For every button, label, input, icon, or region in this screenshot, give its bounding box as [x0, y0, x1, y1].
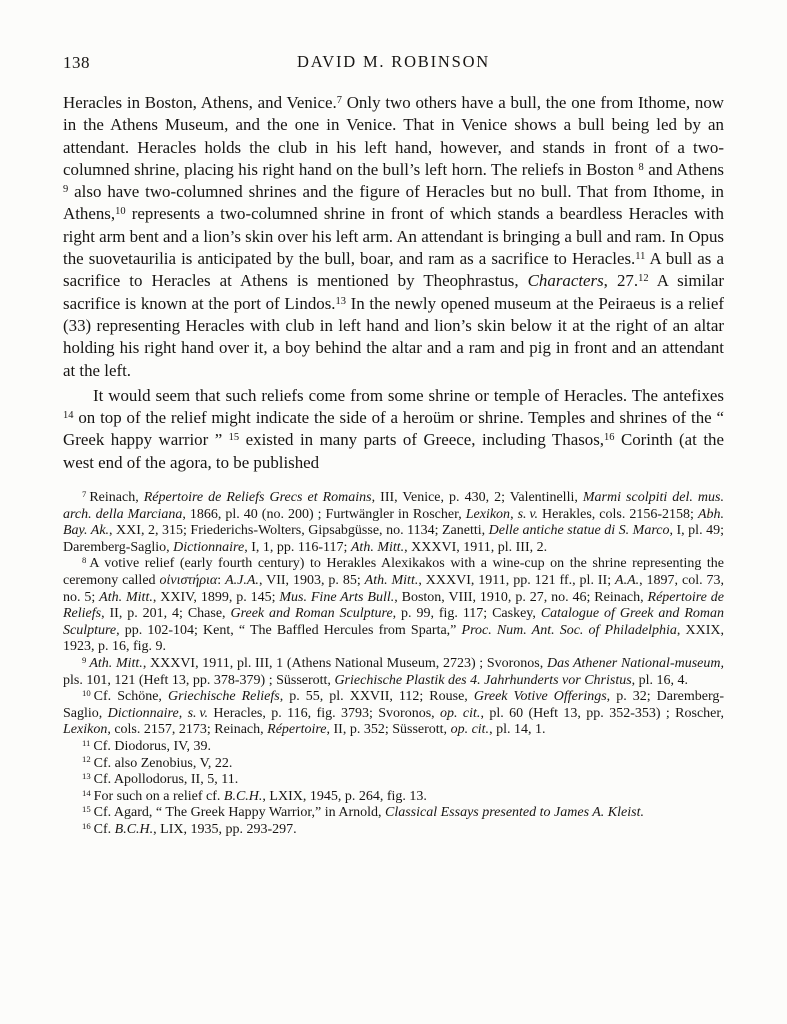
italic-text: op. cit.	[450, 722, 490, 738]
text-run: represents a two-columned shrine in front of which stands a beardless Heracles with right arm bent and a lion’s skin over his left arm. An attendant is bringing a bull and ram. In Opus the suovetaurilia is anticipated by the bull, boar, and ram as a sacrifice to Heracles.	[63, 204, 724, 269]
text-run: , XXI, 2, 315; Friederichs-Wolters, Gipsabgüsse, no. 1134; Zanetti,	[109, 523, 489, 539]
text-run: It would seem that such reliefs come from some shrine or temple of Heracles. The antefixes	[93, 385, 724, 405]
text-run: , p. 55, pl. XXVII, 112; Rouse,	[279, 689, 474, 705]
footnote-7	[63, 490, 724, 556]
italic-text: Griechische Reliefs	[167, 689, 280, 705]
italic-text: Dictionnaire	[173, 539, 245, 555]
italic-text: Classical Essays presented to James A. Kleist.	[385, 805, 644, 821]
text-run: :	[217, 573, 226, 589]
text-run: For such on a relief cf.	[93, 788, 224, 804]
text-run: In the newly opened museum at the Peiraeus is a relief (33) representing Heracles with club in left hand and lion’s skin below it at the right of an altar holding his right hand over it, a boy behind the altar and a ram and pig in front and an attendant at the left.	[63, 293, 724, 380]
italic-text: Abh. Bay. Ak.	[63, 506, 724, 539]
footnote-12	[63, 756, 724, 773]
footnote-14	[63, 789, 724, 806]
body-paragraph-1	[63, 92, 724, 382]
italic-text: Dictionnaire	[107, 705, 179, 721]
footnote-16	[63, 822, 724, 839]
text-run: A bull as a sacrifice to Heracles at Athens is mentioned by Theophrastus,	[63, 249, 724, 291]
text-run: Cf. Apollodorus, II, 5, 11.	[93, 772, 239, 788]
text-run: Herakles, cols. 2156-2158;	[538, 506, 698, 522]
text-run: , XXIV, 1899, p. 145;	[152, 589, 280, 605]
text-run: , VII, 1903, p. 85;	[258, 573, 365, 589]
text-run: , pl. 14, 1.	[489, 722, 546, 738]
text-run: , I, pl. 49; Daremberg-Saglio,	[63, 523, 724, 555]
text-run: Heracles in Boston, Athens, and Venice.	[63, 93, 337, 112]
footnote-number: 7	[82, 488, 87, 499]
italic-text: Ath. Mitt.	[364, 573, 419, 589]
text-run: Heracles, p. 116, fig. 3793; Svoronos,	[208, 705, 441, 721]
italic-text: A.J.A.	[225, 573, 259, 589]
footnote-11	[63, 739, 724, 756]
text-run: , pp. 102-104; Kent, “ The Baffled Hercules from Sparta,”	[116, 622, 462, 638]
footnote-8	[63, 556, 724, 656]
text-run: Cf.	[93, 821, 115, 837]
footnote-ref: 10	[115, 206, 126, 218]
text-run: Reinach,	[89, 490, 144, 506]
italic-text: Proc. Num. Ant. Soc. of Philadelphia	[461, 622, 677, 638]
page-content	[63, 52, 724, 839]
footnote-ref: 8	[638, 161, 644, 173]
text-run: and Athens	[643, 159, 724, 179]
text-run: , 1866, pl. 40 (no. 200) ; Furtwängler in Roscher,	[182, 506, 466, 522]
text-run: , p. 99, fig. 117; Caskey,	[392, 606, 541, 622]
italic-text: Mus. Fine Arts Bull.	[279, 589, 395, 605]
footnote-number: 13	[82, 770, 91, 781]
text-run: Cf. Agard, “ The Greek Happy Warrior,” in Arnold,	[93, 805, 385, 821]
italic-text: Marmi scolpiti del. mus. arch. della Marciana	[63, 490, 724, 522]
italic-text: Répertoire de Reliefs Grecs et Romains	[143, 490, 372, 506]
footnote-number: 16	[82, 820, 91, 831]
italic-text: Characters	[527, 271, 604, 291]
text-run: , Boston, VIII, 1910, p. 27, no. 46; Reinach,	[394, 589, 648, 605]
text-run: existed in many parts of Greece, including Thasos,	[239, 430, 605, 450]
italic-text: Ath. Mitt.	[350, 539, 405, 555]
italic-text: οἰνιστήρια	[159, 573, 218, 589]
text-run: , XXXVI, 1911, pp. 121 ff., pl. II;	[418, 573, 616, 589]
footnotes	[63, 490, 724, 838]
footnote-ref: 14	[63, 410, 74, 422]
footnote-number: 15	[82, 804, 91, 815]
text-run: Cf. Schöne,	[93, 689, 168, 705]
italic-text: Das Athener National-museum,	[546, 655, 724, 671]
page-header	[63, 52, 724, 73]
italic-text: Catalogue of Greek and Roman Sculpture	[63, 606, 724, 638]
italic-text: Delle antiche statue di S. Marco	[488, 523, 670, 539]
text-run: Only two others have a bull, the one from Ithome, now in the Athens Museum, and the one in Venice. That in Venice shows a bull being led by an attendant. Heracles holds the club in his left hand, however, and stands in front of a two-columned shrine, placing his right hand on the bull’s left horn. The reliefs in Boston	[63, 93, 724, 179]
text-run: , XXXVI, 1911, pl. III, 1 (Athens National Museum, 2723) ; Svoronos,	[142, 655, 547, 671]
italic-text: Griechische Plastik des 4. Jahrhunderts vor Christus	[334, 672, 632, 688]
body-text	[63, 92, 724, 474]
italic-text: B.C.H.	[223, 788, 263, 804]
text-run: , LXIX, 1945, p. 264, fig. 13.	[262, 788, 427, 804]
text-run: , LIX, 1935, pp. 293-297.	[153, 821, 297, 837]
footnote-10	[63, 689, 724, 739]
text-run: , XXIX, 1923, p. 16, fig. 9.	[63, 622, 724, 655]
text-run: , cols. 2157, 2173; Reinach,	[107, 722, 268, 738]
text-run: A votive relief (early fourth century) to Herakles Alexikakos with a wine-cup on the shrine representing the ceremony called	[63, 556, 724, 589]
italic-text: Répertoire	[267, 722, 327, 738]
italic-text: Greek Votive Offerings	[473, 689, 607, 705]
footnote-ref: 12	[638, 273, 649, 285]
text-run: A similar sacrifice is known at the port of Lindos.	[63, 271, 724, 313]
footnote-ref: 7	[336, 94, 342, 106]
text-run: Cf. Diodorus, IV, 39.	[93, 738, 211, 754]
text-run: , p. 32; Daremberg-Saglio,	[63, 689, 725, 721]
footnote-number: 9	[82, 654, 87, 665]
running-head: DAVID M. ROBINSON	[296, 52, 491, 71]
text-run: ,	[178, 705, 188, 721]
text-run: , 27.	[603, 271, 639, 291]
text-run: , II, p. 352; Süsserott,	[326, 722, 451, 738]
footnote-number: 14	[82, 787, 91, 798]
footnote-15	[63, 805, 724, 822]
text-run: on top of the relief might indicate the side of a heroüm or shrine. Temples and shrines of the “ Greek happy warrior ”	[63, 408, 724, 450]
footnote-13	[63, 772, 724, 789]
italic-text: s. v.	[187, 705, 209, 721]
footnote-9	[63, 656, 724, 689]
italic-text: A.A.	[615, 573, 640, 589]
page-number: 138	[63, 53, 90, 72]
text-run: pls. 101, 121 (Heft 13, pp. 378-379) ; Süsserott,	[63, 672, 335, 688]
italic-text: Lexikon	[465, 506, 511, 522]
footnote-ref: 13	[335, 295, 346, 307]
italic-text: Ath. Mitt.	[89, 655, 143, 671]
text-run: , II, p. 201, 4; Chase,	[101, 606, 231, 622]
text-run: also have two-columned shrines and the figure of Heracles but no bull. That from Ithome, in Athens,	[63, 182, 724, 224]
italic-text: Ath. Mitt.	[99, 589, 153, 605]
text-run: ,	[510, 506, 518, 522]
text-run: Corinth (at the west end of the agora, to be published	[63, 430, 724, 472]
footnote-number: 8	[82, 555, 87, 566]
text-run: Cf. also Zenobius, V, 22.	[93, 755, 233, 771]
footnote-ref: 16	[604, 432, 615, 444]
italic-text: Lexikon	[63, 722, 108, 738]
italic-text: Répertoire de Reliefs	[63, 589, 724, 622]
italic-text: Greek and Roman Sculpture	[230, 606, 393, 622]
text-run: , pl. 16, 4.	[631, 672, 689, 688]
footnote-ref: 9	[63, 184, 69, 196]
italic-text: s. v.	[517, 506, 539, 522]
text-run: , I, 1, pp. 116-117;	[244, 539, 351, 555]
text-run: , pl. 60 (Heft 13, pp. 352-353) ; Roscher,	[480, 705, 724, 721]
footnote-ref: 15	[228, 432, 240, 444]
footnote-number: 10	[82, 688, 91, 699]
footnote-ref: 11	[635, 251, 646, 263]
text-run: , III, Venice, p. 430, 2; Valentinelli,	[371, 490, 583, 506]
italic-text: B.C.H.	[114, 821, 154, 837]
text-run: , XXXVI, 1911, pl. III, 2.	[404, 539, 548, 555]
body-paragraph-2	[63, 385, 724, 474]
italic-text: op. cit.	[440, 705, 481, 721]
footnote-number: 11	[82, 737, 91, 748]
footnote-number: 12	[82, 754, 91, 765]
text-run: , 1897, col. 73, no. 5;	[63, 573, 725, 605]
